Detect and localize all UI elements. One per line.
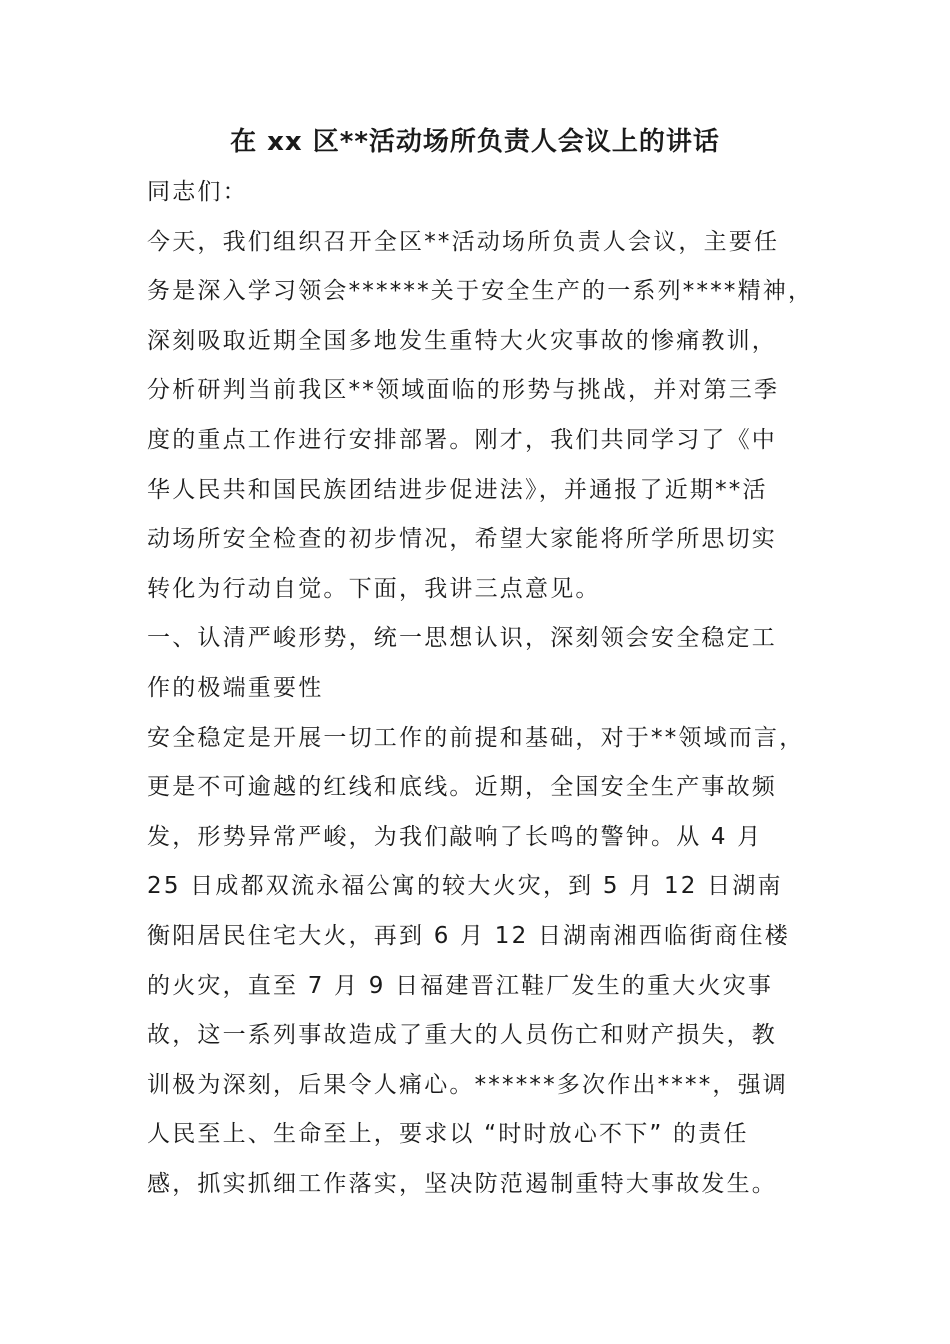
- document-title: 在 xx 区**活动场所负责人会议上的讲话: [230, 127, 720, 157]
- text-line: 动场所安全检查的初步情况，希望大家能将所学所思切实: [147, 526, 777, 553]
- text-line: 训极为深刻，后果令人痛心。******多次作出****，强调: [147, 1071, 788, 1098]
- text-line: 发，形势异常严峻，为我们敲响了长鸣的警钟。从 4 月: [147, 823, 763, 850]
- text-line: 衡阳居民住宅大火，再到 6 月 12 日湖南湘西临街商住楼: [147, 922, 790, 949]
- document-body: [147, 168, 827, 1209]
- text-line: 分析研判当前我区**领域面临的形势与挑战，并对第三季: [147, 377, 780, 404]
- text-line: 深刻吸取近期全国多地发生重特大火灾事故的惨痛教训，: [147, 327, 777, 354]
- text-line: 的火灾，直至 7 月 9 日福建晋江鞋厂发生的重大火灾事: [147, 972, 774, 999]
- text-line: 25 日成都双流永福公寓的较大火灾，到 5 月 12 日湖南: [147, 873, 783, 900]
- text-line: 华人民共和国民族团结进步促进法》，并通报了近期**活: [147, 476, 768, 503]
- text-line: 度的重点工作进行安排部署。刚才，我们共同学习了《中: [147, 426, 777, 453]
- text-line: 故，这一系列事故造成了重大的人员伤亡和财产损失，教: [147, 1022, 777, 1049]
- text-line: 今天，我们组织召开全区**活动场所负责人会议，主要任: [147, 228, 780, 255]
- text-line: 更是不可逾越的红线和底线。近期，全国安全生产事故频: [147, 774, 777, 801]
- text-line: 转化为行动自觉。下面，我讲三点意见。: [147, 575, 601, 602]
- section-heading-line: 作的极端重要性: [147, 674, 324, 701]
- text-line: 安全稳定是开展一切工作的前提和基础，对于**领域而言，: [147, 724, 805, 751]
- text-line: 同志们：: [147, 179, 248, 205]
- text-line: 感，抓实抓细工作落实，坚决防范遏制重特大事故发生。: [147, 1170, 777, 1197]
- section-heading-line: 一、认清严峻形势，统一思想认识，深刻领会安全稳定工: [147, 625, 777, 652]
- text-line: 务是深入学习领会******关于安全生产的一系列****精神，: [147, 278, 814, 305]
- text-line: 人民至上、生命至上，要求以 “时时放心不下” 的责任: [147, 1121, 749, 1148]
